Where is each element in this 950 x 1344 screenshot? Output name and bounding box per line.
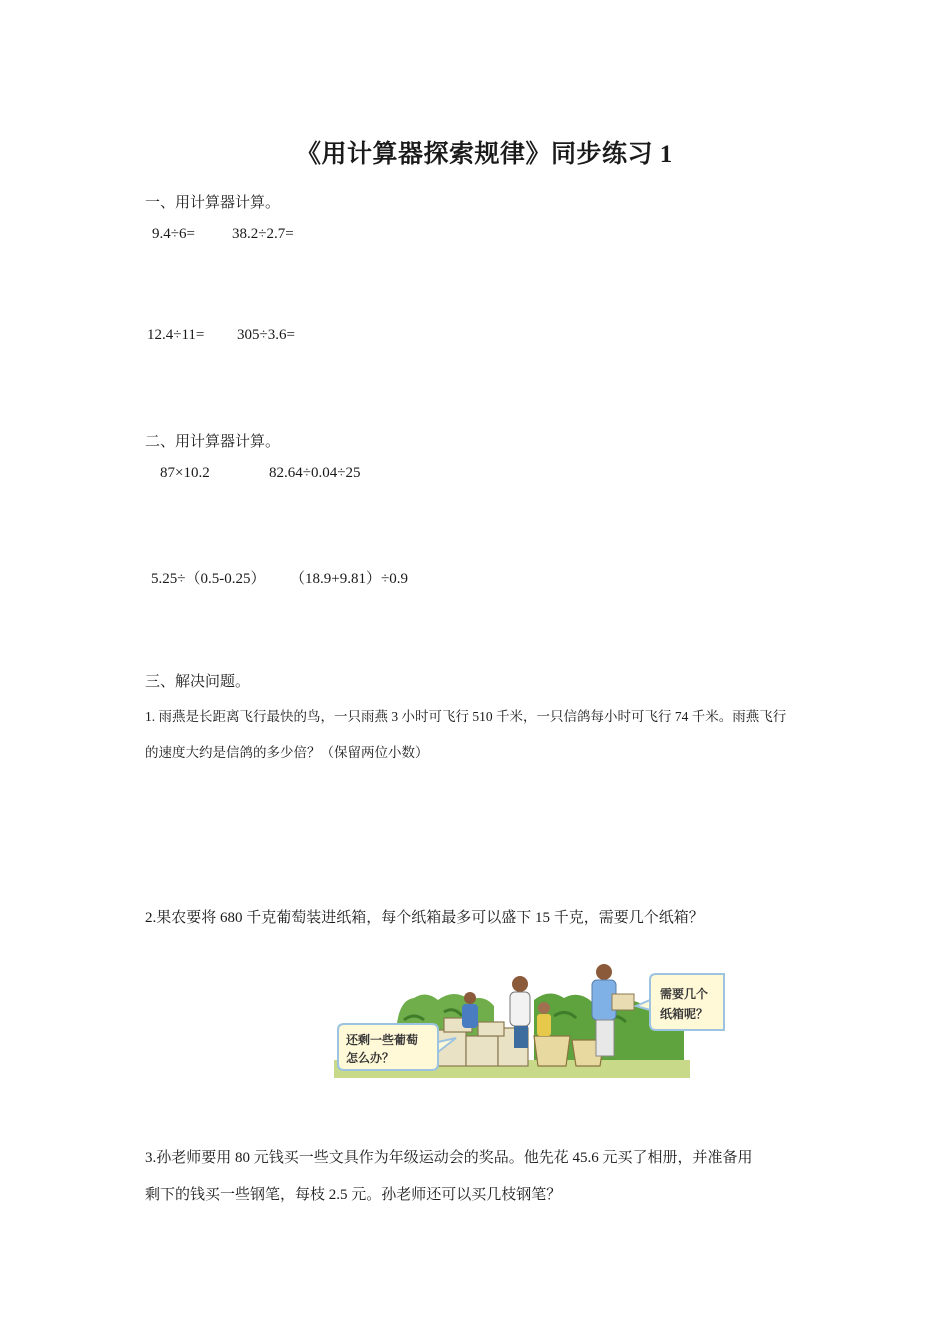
section1-heading: 一、用计算器计算。	[145, 195, 281, 211]
expression: 38.2÷2.7=	[232, 226, 294, 242]
expression: 82.64÷0.04÷25	[269, 465, 361, 481]
problem-1-line-2: 的速度大约是信鸽的多少倍？（保留两位小数）	[145, 745, 429, 760]
problem-3-line-2: 剩下的钱买一些钢笔，每枝 2.5 元。孙老师还可以买几枝钢笔？	[145, 1187, 562, 1203]
expression: 305÷3.6=	[237, 327, 295, 343]
expression: 5.25÷（0.5-0.25）	[151, 571, 266, 587]
expression: （18.9+9.81）÷0.9	[290, 571, 408, 587]
bubble-left-line-2: 怎么办？	[346, 1051, 395, 1065]
problem-3-line-1: 3.孙老师要用 80 元钱买一些文具作为年级运动会的奖品。他先花 45.6 元买了相册，并准备用	[145, 1150, 753, 1166]
bubble-left-line-1: 还剩一些葡萄	[346, 1033, 419, 1047]
page-title: 《用计算器探索规律》同步练习 1	[296, 141, 673, 168]
expression: 12.4÷11=	[147, 327, 205, 343]
problem-1-line-1: 1. 雨燕是长距离飞行最快的鸟，一只雨燕 3 小时可飞行 510 千米，一只信鸽每小时可飞行 74 千米。雨燕飞行	[145, 709, 787, 724]
grape-packing-illustration	[334, 960, 709, 1078]
bubble-right-line-2: 纸箱呢？	[660, 1007, 709, 1021]
expression: 87×10.2	[160, 465, 210, 481]
bubble-right-line-1: 需要几个	[660, 987, 709, 1001]
section2-heading: 二、用计算器计算。	[145, 434, 281, 450]
illustration-svg	[334, 960, 709, 1078]
problem-2: 2.果农要将 680 千克葡萄装进纸箱，每个纸箱最多可以盛下 15 千克，需要几个纸箱？	[145, 910, 704, 926]
section3-heading: 三、解决问题。	[145, 674, 251, 690]
expression: 9.4÷6=	[152, 226, 195, 242]
